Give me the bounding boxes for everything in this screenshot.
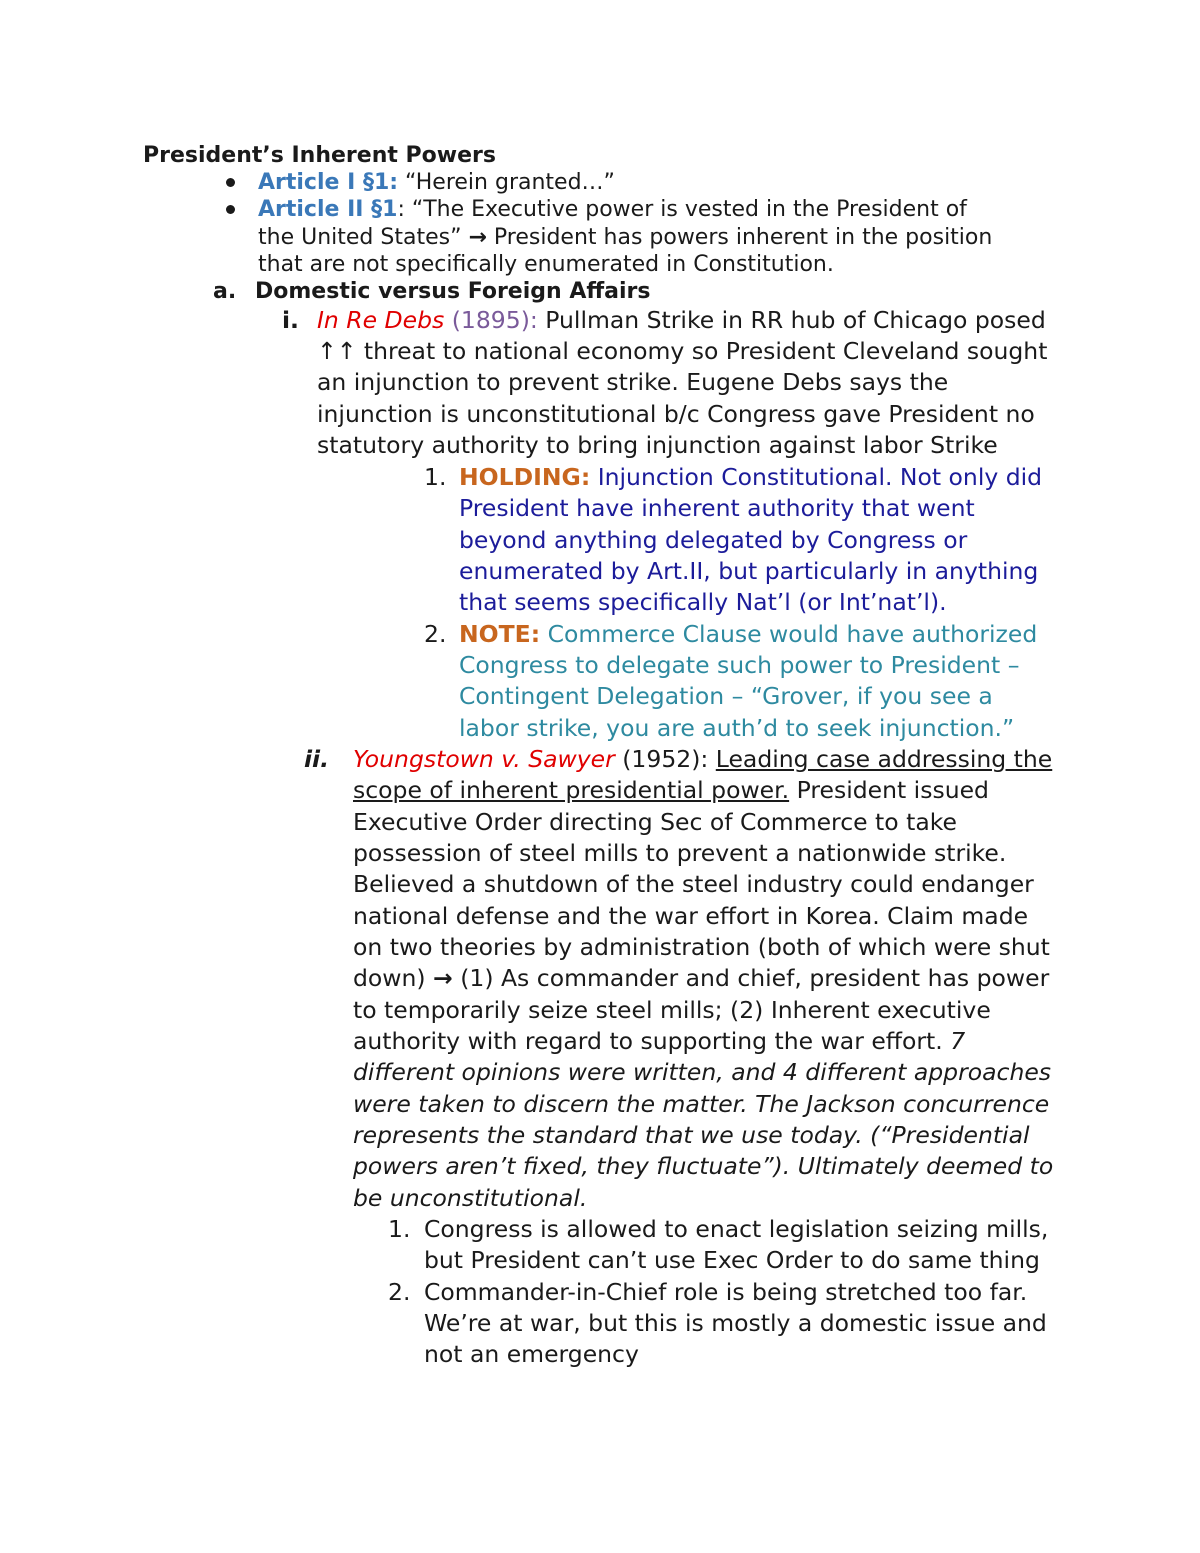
text-line: to temporarily seize steel mills; (2) Inherent executive (353, 996, 991, 1024)
list-marker: 1. (388, 1215, 411, 1243)
list-marker: 2. (424, 620, 447, 648)
note-label: NOTE: (459, 620, 541, 648)
note-line: Contingent Delegation – “Grover, if you see a (459, 682, 993, 710)
list-item-line: not an emergency (424, 1340, 639, 1368)
text-line: represents the standard that we use today. (“Presidential (353, 1121, 1030, 1149)
article-text: “Herein granted…” (398, 170, 615, 195)
article-label: Article I §1: (258, 170, 399, 195)
text-line: be unconstitutional. (353, 1184, 588, 1212)
text-line: injunction is unconstitutional b/c Congress gave President no (317, 400, 1035, 428)
text-line: powers aren’t fixed, they fluctuate”). Ultimately deemed to (353, 1152, 1054, 1180)
page-title: President’s Inherent Powers (143, 143, 496, 168)
text-line: Believed a shutdown of the steel industry could endanger (353, 870, 1034, 898)
list-marker: i. (282, 306, 299, 334)
right-arrow-icon: → (468, 225, 487, 250)
bullet-icon (226, 178, 235, 187)
holding-line: enumerated by Art.II, but particularly in anything (459, 557, 1039, 585)
text-line: national defense and the war effort in Korea. Claim made (353, 902, 1029, 930)
text-line: statutory authority to bring injunction against labor Strike (317, 431, 998, 459)
text-line: the United States” → President has powers inherent in the position (258, 225, 993, 250)
list-item-article-ii (258, 196, 967, 223)
list-item-line: We’re at war, but this is mostly a domestic issue and (424, 1309, 1047, 1337)
text-line: down) → (1) As commander and chief, president has power (353, 964, 1050, 992)
text-line: possession of steel mills to prevent a nationwide strike. (353, 839, 1007, 867)
list-marker: 1. (424, 463, 447, 491)
case-name: Youngstown v. Sawyer (353, 745, 615, 773)
list-item-article-i (258, 169, 615, 196)
list-marker: a. (213, 279, 237, 304)
text-line: ↑↑ threat to national economy so President Cleveland sought (317, 337, 1048, 365)
right-arrow-icon: → (433, 964, 453, 992)
text-line: on two theories by administration (both of which were shut (353, 933, 1050, 961)
holding-label: HOLDING: (459, 463, 591, 491)
holding-line: HOLDING: Injunction Constitutional. Not only did (459, 463, 1043, 491)
holding-line: that seems specifically Nat’l (or Int’nat’l). (459, 588, 947, 616)
section-heading: Domestic versus Foreign Affairs (255, 279, 651, 304)
text-line: scope of inherent presidential power. President issued (353, 776, 989, 804)
case-year: (1952): (614, 745, 716, 773)
case-heading-youngstown: Youngstown v. Sawyer (1952): Leading case addressing the (353, 745, 1053, 773)
case-name: In Re Debs (317, 306, 445, 334)
case-heading-debs: In Re Debs (1895): Pullman Strike in RR hub of Chicago posed (317, 306, 1046, 334)
list-marker: 2. (388, 1278, 411, 1306)
list-item-line: but President can’t use Exec Order to do same thing (424, 1246, 1040, 1274)
text-line: authority with regard to supporting the war effort. 7 (353, 1027, 966, 1055)
list-marker: ii. (304, 745, 330, 773)
case-year: (1895): (444, 306, 538, 334)
holding-line: beyond anything delegated by Congress or (459, 526, 968, 554)
article-label: Article II §1 (258, 197, 398, 222)
bullet-icon (226, 205, 235, 214)
article-text: : “The Executive power is vested in the President of (397, 197, 967, 222)
text-line: that are not specifically enumerated in Constitution. (258, 252, 834, 277)
list-item-line: Commander-in-Chief role is being stretched too far. (424, 1278, 1028, 1306)
text-line: were taken to discern the matter. The Jackson concurrence (353, 1090, 1050, 1118)
text-line: different opinions were written, and 4 different approaches (353, 1058, 1052, 1086)
text-line: an injunction to prevent strike. Eugene Debs says the (317, 368, 949, 396)
note-line: Congress to delegate such power to President – (459, 651, 1020, 679)
holding-line: President have inherent authority that went (459, 494, 975, 522)
note-line: labor strike, you are auth’d to seek injunction.” (459, 714, 1015, 742)
list-item-line: Congress is allowed to enact legislation seizing mills, (424, 1215, 1049, 1243)
text-line: Executive Order directing Sec of Commerce to take (353, 808, 957, 836)
note-line: NOTE: Commerce Clause would have authorized (459, 620, 1038, 648)
